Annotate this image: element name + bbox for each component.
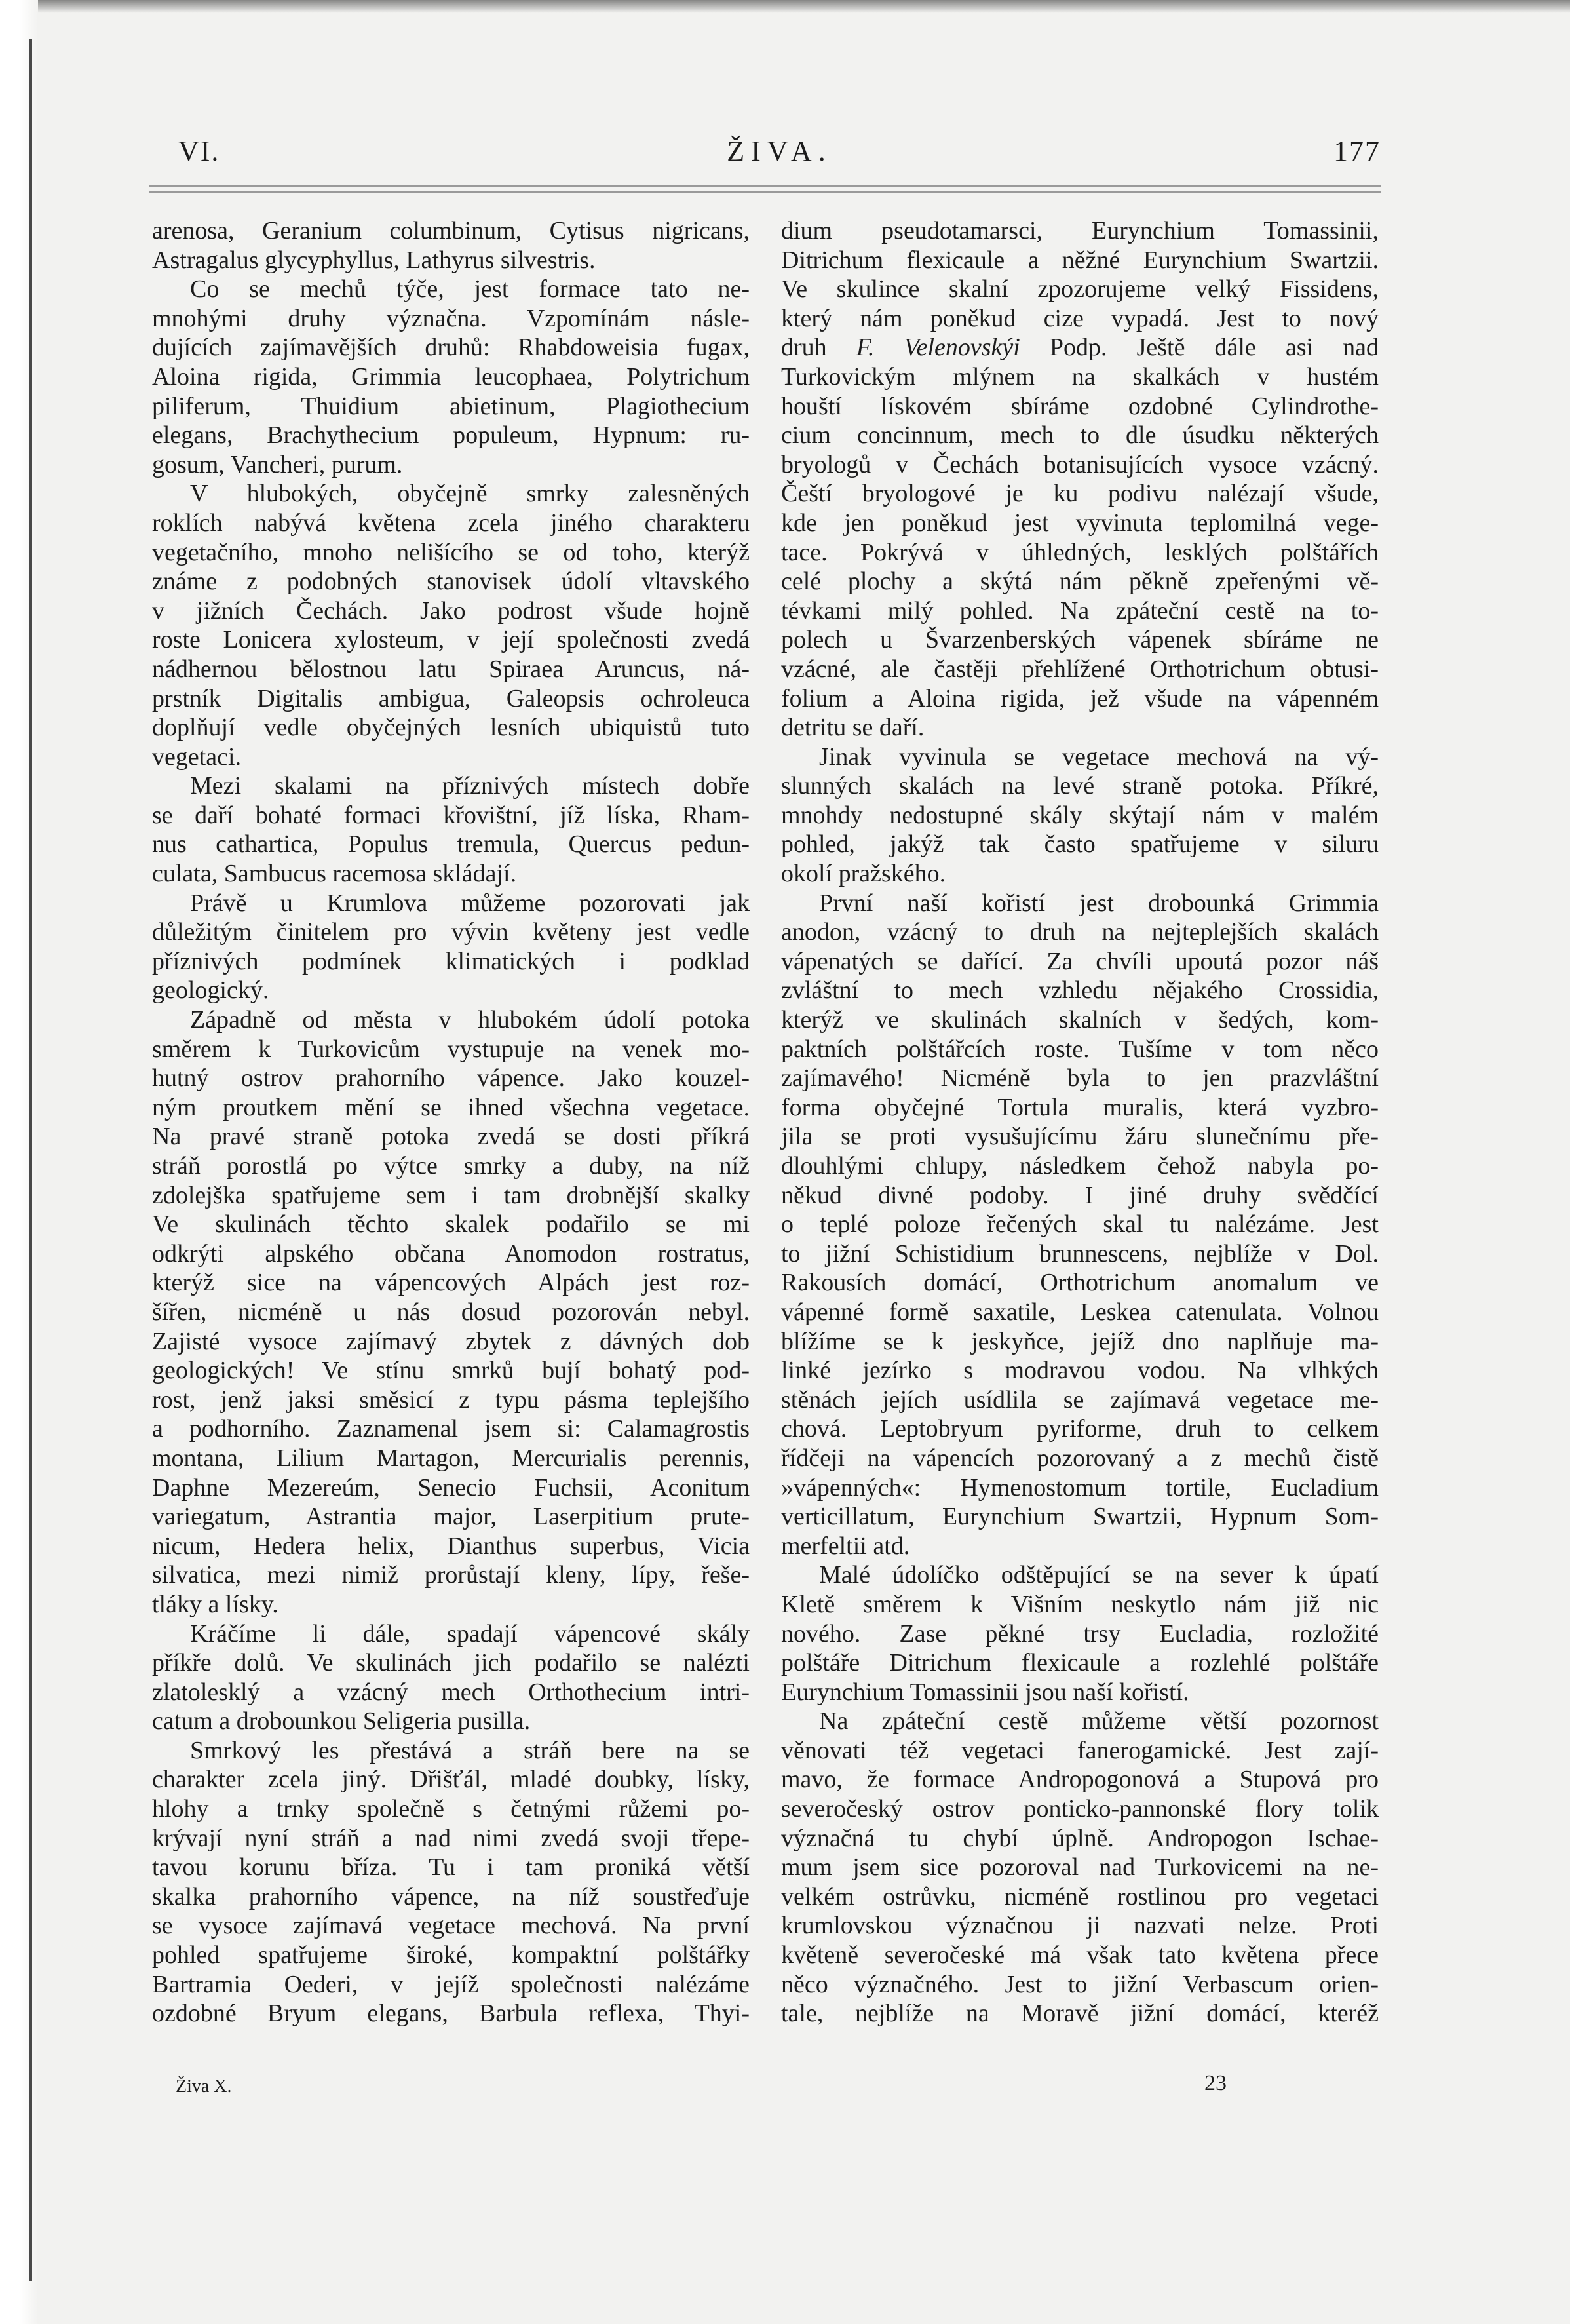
text-line: tévkami milý pohled. Na zpáteční cestě na to- xyxy=(781,596,1379,625)
paragraph xyxy=(152,1619,750,1736)
text-line: se daří bohaté formaci křovištní, jíž líska, Rham- xyxy=(152,801,750,829)
text-line: Rakousích domácí, Orthotrichum anomalum ve xyxy=(781,1269,1379,1297)
text-line: tavou korunu bříza. Tu i tam proniká větší xyxy=(152,1853,750,1882)
text-line: severočeský ostrov ponticko-pannonské flory tolik xyxy=(781,1795,1379,1823)
header-rule-bottom xyxy=(149,191,1381,193)
text-line: Ve skulince skalní zpozorujeme velký Fissidens, xyxy=(781,275,1379,303)
text-line: kde jen poněkud jest vyvinuta teplomilná vege- xyxy=(781,509,1379,537)
text-line: skalka prahorního vápence, na níž soustřeďuje xyxy=(152,1882,750,1910)
text-line: něco význačného. Jest to jižní Verbascum orien- xyxy=(781,1970,1379,1998)
paragraph xyxy=(152,1736,750,2028)
paragraph xyxy=(152,1005,750,1619)
text-line: zdolejška spatřujeme sem i tam drobnější skalky xyxy=(152,1181,750,1209)
text-line: tláky a lísky. xyxy=(152,1590,278,1618)
text-line: bryologů v Čechách botanisujících vysoce vzácný. xyxy=(781,450,1379,478)
text-line: houští lískovém sbíráme ozdobné Cylindrothe- xyxy=(781,392,1379,420)
paragraph xyxy=(781,1707,1379,2028)
text-line: důležitým činitelem pro vývin květeny jest vedle xyxy=(152,918,750,946)
text-line: vegetaci. xyxy=(152,743,242,771)
scan-binding-edge xyxy=(29,39,32,2281)
text-line: culata, Sambucus racemosa skládají. xyxy=(152,860,517,888)
paragraph xyxy=(152,275,750,479)
text-line: druh F. Velenovskýi Podp. Ještě dále asi nad xyxy=(781,334,1379,362)
text-line: příznivých podmínek klimatických i podklad xyxy=(152,947,750,975)
text-line: pohled, jakýž tak často spatřujeme v siluru xyxy=(781,830,1379,859)
running-header xyxy=(178,134,1381,174)
text-line: dujících zajímavějších druhů: Rhabdoweisia fugax, xyxy=(152,334,750,362)
scan-left-margin xyxy=(0,0,38,2324)
text-line: »vápenných«: Hymenostomum tortile, Eucladium xyxy=(781,1473,1379,1501)
text-line: cium concinnum, mech to dle úsudku některých xyxy=(781,421,1379,450)
text-line: linké jezírko s modravou vodou. Na vlhkých xyxy=(781,1357,1379,1385)
text-line: nádhernou bělostnou latu Spiraea Aruncus, ná- xyxy=(152,655,750,683)
text-line: catum a drobounkou Seligeria pusilla. xyxy=(152,1707,531,1735)
text-line: forma obyčejné Tortula muralis, která vyzbro- xyxy=(781,1093,1379,1121)
paragraph xyxy=(152,771,750,888)
text-line: ným proutkem mění se ihned všechna vegetace. xyxy=(152,1093,750,1121)
text-line: pohled spatřujeme široké, kompaktní polštářky xyxy=(152,1941,750,1969)
text-line: krumlovskou význačnou ji nazvati nelze. Proti xyxy=(781,1912,1379,1940)
text-line: První naší kořistí jest drobounká Grimmia xyxy=(819,889,1379,917)
header-rule-top xyxy=(149,185,1381,187)
text-line: příkře dolů. Ve skulinách jich podařilo se nalézti xyxy=(152,1649,750,1677)
text-line: prstník Digitalis ambigua, Galeopsis ochroleuca xyxy=(152,684,750,712)
text-line: Eurynchium Tomassinii jsou naší kořistí. xyxy=(781,1678,1189,1706)
paragraph xyxy=(152,889,750,1005)
text-line: detritu se daří. xyxy=(781,714,925,742)
signature-mark: Živa X. xyxy=(176,2076,232,2097)
text-line: rost, jenž jaksi směsicí z typu pásma teplejšího xyxy=(152,1385,750,1414)
text-line: a podhorního. Zaznamenal jsem si: Calamagrostis xyxy=(152,1415,750,1443)
journal-title: ŽIVA. xyxy=(727,135,832,167)
text-line: šířen, nicméně u nás dosud pozorován nebyl. xyxy=(152,1298,750,1326)
text-line: vápenné formě saxatile, Leskea catenulata. Volnou xyxy=(781,1298,1379,1326)
text-line: Čeští bryologové je ku podivu nalézají všude, xyxy=(781,480,1379,508)
text-line: Ditrichum flexicaule a něžné Eurynchium Swartzii. xyxy=(781,246,1379,274)
text-line: mavo, že formace Andropogonová a Stupová pro xyxy=(781,1766,1379,1794)
paragraph xyxy=(781,216,1379,743)
page-number: 177 xyxy=(1333,135,1381,167)
sheet-number: 23 xyxy=(1204,2071,1227,2095)
text-line: v jižních Čechách. Jako podrost všude hojně xyxy=(152,596,750,625)
text-line: Na zpáteční cestě můžeme větší pozornost xyxy=(819,1707,1379,1735)
text-line: anodon, vzácný to druh na nejteplejších skalách xyxy=(781,918,1379,946)
text-line: směrem k Turkovicům vystupuje na venek mo- xyxy=(152,1035,750,1063)
text-line: ozdobné Bryum elegans, Barbula reflexa, Thyi- xyxy=(152,2000,750,2028)
text-line: verticillatum, Eurynchium Swartzii, Hypnum Som- xyxy=(781,1503,1379,1531)
text-line: piliferum, Thuidium abietinum, Plagiothecium xyxy=(152,392,750,420)
paragraph xyxy=(781,1560,1379,1707)
text-line: Ve skulinách těchto skalek podařilo se mi xyxy=(152,1210,750,1239)
volume-number: VI. xyxy=(178,135,220,167)
text-line: folium a Aloina rigida, jež všude na vápenném xyxy=(781,684,1379,712)
text-line: který nám poněkud cize vypadá. Jest to nový xyxy=(781,304,1379,332)
text-line: geologických! Ve stínu smrků bují bohatý pod- xyxy=(152,1357,750,1385)
scan-top-edge xyxy=(0,0,1570,13)
text-line: Kráčíme li dále, spadají vápencové skály xyxy=(190,1619,750,1648)
text-line: Co se mechů týče, jest formace tato ne- xyxy=(190,275,750,303)
text-line: elegans, Brachythecium populeum, Hypnum: ru- xyxy=(152,421,750,450)
text-line: mnohými druhy význačna. Vzpomínám násle- xyxy=(152,304,750,332)
text-line: tale, nejblíže na Moravě jižní domácí, kteréž xyxy=(781,2000,1379,2028)
text-line: nového. Zase pěkné trsy Eucladia, rozložité xyxy=(781,1619,1379,1648)
text-line: merfeltii atd. xyxy=(781,1532,910,1560)
text-line: dlouhlými chlupy, následkem čehož nabyla po- xyxy=(781,1152,1379,1180)
text-line: Právě u Krumlova můžeme pozorovati jak xyxy=(190,889,750,917)
text-line: V hlubokých, obyčejně smrky zalesněných xyxy=(190,480,750,508)
text-line: charakter zcela jiný. Dřišťál, mladé doubky, lísky, xyxy=(152,1766,750,1794)
text-line: silvatica, mezi nimiž prorůstají kleny, lípy, řeše- xyxy=(152,1561,750,1589)
text-line: to jižní Schistidium brunnescens, nejblíže v Dol. xyxy=(781,1239,1379,1268)
text-line: Daphne Mezereúm, Senecio Fuchsii, Aconitum xyxy=(152,1473,750,1501)
text-line: nus cathartica, Populus tremula, Quercus pedun- xyxy=(152,830,750,859)
text-line: Kletě směrem k Višním neskytlo nám již nic xyxy=(781,1590,1379,1618)
text-line: variegatum, Astrantia major, Laserpitium prute- xyxy=(152,1503,750,1531)
text-line: krývají nyní stráň a nad nimi zvedá svoji třepe- xyxy=(152,1824,750,1852)
text-line: zlatolesklý a vzácný mech Orthothecium intri- xyxy=(152,1678,750,1706)
text-line: vápenatých se dařící. Za chvíli upoutá pozor náš xyxy=(781,947,1379,975)
text-line: Jinak vyvinula se vegetace mechová na vý- xyxy=(819,743,1379,771)
text-line: Malé údolíčko odštěpující se na sever k úpatí xyxy=(819,1561,1379,1589)
text-line: odkrýti alpského občana Anomodon rostratus, xyxy=(152,1239,750,1268)
text-line: známe z podobných stanovisek údolí vltavského xyxy=(152,568,750,596)
text-line: dium pseudotamarsci, Eurynchium Tomassinii, xyxy=(781,217,1379,244)
text-line: roste Lonicera xylosteum, v její společnosti zvedá xyxy=(152,626,750,654)
text-line: mnohdy nedostupné skály skýtají nám v malém xyxy=(781,801,1379,829)
text-line: nicum, Hedera helix, Dianthus superbus, Vicia xyxy=(152,1532,750,1560)
paragraph xyxy=(781,889,1379,1561)
text-line: roklích nabývá květena zcela jiného charakteru xyxy=(152,509,750,537)
text-line: polech u Švarzenberských vápenek sbíráme ne xyxy=(781,626,1379,654)
text-line: zvláštní to mech vzhledu nějakého Crossidia, xyxy=(781,977,1379,1005)
text-line: hutný ostrov prahorního vápence. Jako kouzel- xyxy=(152,1064,750,1093)
text-line: montana, Lilium Martagon, Mercurialis perennis, xyxy=(152,1444,750,1472)
text-line: Na pravé straně potoka zvedá se dosti příkrá xyxy=(152,1123,750,1151)
text-line: věnovati též vegetaci fanerogamické. Jest zají- xyxy=(781,1736,1379,1764)
text-line: se vysoce zajímavá vegetace mechová. Na první xyxy=(152,1912,750,1940)
text-line: polštáře Ditrichum flexicaule a rozlehlé polštáře xyxy=(781,1649,1379,1677)
text-line: kterýž sice na vápencových Alpách jest roz- xyxy=(152,1269,750,1297)
text-line: velkém ostrůvku, nicméně rostlinou pro vegetaci xyxy=(781,1882,1379,1910)
text-line: doplňují vedle obyčejných lesních ubiquistů tuto xyxy=(152,714,750,742)
text-line: gosum, Vancheri, purum. xyxy=(152,450,403,478)
paragraph xyxy=(781,743,1379,889)
text-line: Aloina rigida, Grimmia leucophaea, Polytrichum xyxy=(152,362,750,391)
text-line: chová. Leptobryum pyriforme, druh to celkem xyxy=(781,1415,1379,1443)
text-line: tace. Pokrývá v úhledných, lesklých polštářích xyxy=(781,538,1379,566)
text-column-left xyxy=(152,216,750,2028)
text-line: hlohy a trnky společně s četnými růžemi po- xyxy=(152,1795,750,1823)
text-line: někud divné podoby. I jiné druhy svědčící xyxy=(781,1181,1379,1209)
text-line: celé plochy a skýtá nám pěkně zpeřenými vě- xyxy=(781,568,1379,596)
text-line: Turkovickým mlýnem na skalkách v hustém xyxy=(781,362,1379,391)
text-line: mum jsem sice pozoroval nad Turkovicemi na ne- xyxy=(781,1853,1379,1882)
paragraph xyxy=(152,479,750,771)
text-line: paktních polštářcích roste. Tušíme v tom něco xyxy=(781,1035,1379,1063)
text-column-right xyxy=(781,216,1379,2028)
text-line: kterýž ve skulinách skalních v šedých, kom- xyxy=(781,1006,1379,1034)
text-line: zajímavého! Nicméně byla to jen prazvláštní xyxy=(781,1064,1379,1093)
text-line: stráň porostlá po výtce smrky a duby, na níž xyxy=(152,1152,750,1180)
text-line: Astragalus glycyphyllus, Lathyrus silvestris. xyxy=(152,246,596,274)
text-line: okolí pražského. xyxy=(781,860,946,888)
text-line: květeně severočeské má však tato květena přece xyxy=(781,1941,1379,1969)
text-line: arenosa, Geranium columbinum, Cytisus nigricans, xyxy=(152,217,750,244)
text-line: Bartramia Oederi, v jejíž společnosti nalézáme xyxy=(152,1970,750,1998)
text-line: stěnách jejích usídlila se zajímavá vegetace me- xyxy=(781,1385,1379,1414)
text-line: jila se proti vysušujícímu žáru slunečnímu pře- xyxy=(781,1123,1379,1151)
text-line: Smrkový les přestává a stráň bere na se xyxy=(190,1736,750,1764)
italic-species-name: F. Velenovskýi xyxy=(856,334,1020,362)
text-line: význačná tu chybí úplně. Andropogon Ischae- xyxy=(781,1824,1379,1852)
text-line: Západně od města v hlubokém údolí potoka xyxy=(190,1006,750,1034)
text-line: Mezi skalami na příznivých místech dobře xyxy=(190,772,750,800)
text-line: slunných skalách na levé straně potoka. Příkré, xyxy=(781,772,1379,800)
text-line: blížíme se k jeskyňce, jejíž dno naplňuje ma- xyxy=(781,1327,1379,1355)
text-line: řídčeji na vápencích pozorovaný a z mechů čistě xyxy=(781,1444,1379,1472)
text-line: vegetačního, mnoho nelišícího se od toho, kterýž xyxy=(152,538,750,566)
text-line: Zajisté vysoce zajímavý zbytek z dávných dob xyxy=(152,1327,750,1355)
text-line: vzácné, ale častěji přehlížené Orthotrichum obtusi- xyxy=(781,655,1379,683)
text-line: geologický. xyxy=(152,977,269,1005)
text-line: o teplé poloze řečených skal tu nalézáme. Jest xyxy=(781,1210,1379,1239)
paragraph xyxy=(152,216,750,275)
